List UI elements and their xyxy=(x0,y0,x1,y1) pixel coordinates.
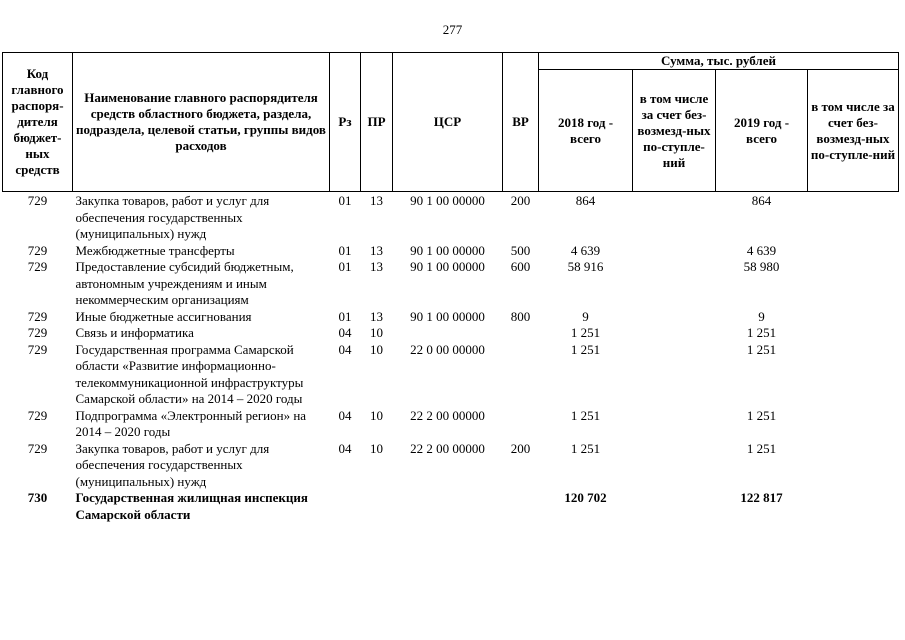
cell-name: Межбюджетные трансферты xyxy=(75,242,235,258)
table-row xyxy=(3,441,899,491)
cell-csr xyxy=(393,325,503,342)
cell-2018-gratuitous xyxy=(633,441,716,491)
cell-2019-gratuitous xyxy=(808,259,899,309)
cell-2018-gratuitous xyxy=(633,309,716,326)
header-vr: ВР xyxy=(503,53,539,192)
header-code: Код главного распоря-дителя бюджет-ных средств xyxy=(3,53,73,192)
cell-2018-total: 1 251 xyxy=(570,341,601,357)
table-header xyxy=(3,53,899,192)
header-2019-gratuitous: в том числе за счет без-возмезд-ных по-ступле-ний xyxy=(808,70,899,192)
cell-2019-total: 864 xyxy=(751,193,772,208)
cell-2019-total: 1 251 xyxy=(746,440,777,456)
cell-2019-gratuitous xyxy=(808,309,899,326)
cell-code: 729 xyxy=(27,242,48,258)
cell-vr: 500 xyxy=(510,242,531,258)
cell-2018-total: 864 xyxy=(575,193,596,208)
cell-2019-total: 1 251 xyxy=(746,325,777,340)
cell-2018-gratuitous xyxy=(633,243,716,260)
cell-csr: 90 1 00 00000 xyxy=(410,242,485,258)
cell-rz: 01 xyxy=(338,259,352,274)
cell-vr xyxy=(503,325,539,342)
cell-pr: 10 xyxy=(370,407,383,423)
cell-rz: 01 xyxy=(338,308,352,324)
table-row xyxy=(3,490,899,523)
cell-2018-gratuitous xyxy=(633,325,716,342)
cell-code: 729 xyxy=(27,325,48,340)
cell-code: 729 xyxy=(27,407,48,423)
cell-2018-gratuitous xyxy=(633,408,716,441)
cell-pr: 10 xyxy=(370,341,383,357)
header-csr: ЦСР xyxy=(393,53,503,192)
cell-2018-gratuitous xyxy=(633,192,716,243)
cell-vr xyxy=(503,408,539,441)
table-body xyxy=(3,192,899,524)
cell-code: 730 xyxy=(27,490,48,505)
header-name: Наименование главного распорядителя средств областного бюджета, раздела, подраздела, целевой статьи, группы видов расходов xyxy=(73,53,330,192)
cell-2018-total: 9 xyxy=(582,308,589,324)
cell-csr: 22 2 00 00000 xyxy=(410,440,485,456)
header-2019-total: 2019 год - всего xyxy=(716,70,808,192)
cell-pr: 10 xyxy=(370,325,383,340)
cell-name: Государственная программа Самарской области «Развитие информационно-телекоммуникационной инфраструктуры Самарской области» на 2014 – 2020 годы xyxy=(75,341,304,406)
cell-vr: 800 xyxy=(510,308,531,324)
cell-2018-total: 1 251 xyxy=(570,325,601,340)
cell-2018-total: 1 251 xyxy=(570,407,601,423)
cell-name: Государственная жилищная инспекция Самарской области xyxy=(75,490,308,522)
cell-2019-gratuitous xyxy=(808,342,899,408)
cell-csr: 90 1 00 00000 xyxy=(410,193,485,208)
cell-2018-gratuitous xyxy=(633,342,716,408)
cell-2019-total: 4 639 xyxy=(746,242,777,258)
cell-name: Подпрограмма «Электронный регион» на 2014 – 2020 годы xyxy=(75,407,307,439)
cell-2019-gratuitous xyxy=(808,490,899,523)
cell-2019-gratuitous xyxy=(808,192,899,243)
table-row xyxy=(3,243,899,260)
table-row xyxy=(3,408,899,441)
cell-2018-total: 120 702 xyxy=(564,490,607,505)
cell-2019-gratuitous xyxy=(808,325,899,342)
cell-2019-total: 9 xyxy=(758,308,765,324)
table-row xyxy=(3,309,899,326)
cell-2019-total: 1 251 xyxy=(746,407,777,423)
cell-pr xyxy=(361,490,393,523)
cell-code: 729 xyxy=(27,341,48,357)
cell-2018-total: 1 251 xyxy=(570,440,601,456)
cell-2019-total: 1 251 xyxy=(746,341,777,357)
cell-vr: 200 xyxy=(510,193,531,208)
cell-rz xyxy=(330,490,361,523)
cell-code: 729 xyxy=(27,259,48,274)
cell-rz: 04 xyxy=(338,325,352,340)
cell-2019-gratuitous xyxy=(808,408,899,441)
header-pr: ПР xyxy=(361,53,393,192)
cell-vr xyxy=(503,490,539,523)
cell-rz: 04 xyxy=(338,440,352,456)
budget-table xyxy=(2,52,899,523)
cell-rz: 01 xyxy=(338,193,352,208)
header-rz: Рз xyxy=(330,53,361,192)
header-2018-gratuitous: в том числе за счет без-возмезд-ных по-ступле-ний xyxy=(633,70,716,192)
page-number: 277 xyxy=(442,22,463,37)
cell-pr: 13 xyxy=(370,242,383,258)
cell-rz: 04 xyxy=(338,407,352,423)
cell-code: 729 xyxy=(27,308,48,324)
cell-name: Предоставление субсидий бюджетным, автономным учреждениям и иным некоммерческим организациям xyxy=(75,259,294,307)
cell-pr: 13 xyxy=(370,259,383,274)
cell-code: 729 xyxy=(27,193,48,208)
cell-vr: 200 xyxy=(510,440,531,456)
cell-csr xyxy=(393,490,503,523)
cell-csr: 22 2 00 00000 xyxy=(410,407,485,423)
cell-2019-gratuitous xyxy=(808,243,899,260)
cell-pr: 13 xyxy=(370,308,383,324)
table-row xyxy=(3,325,899,342)
cell-2019-gratuitous xyxy=(808,441,899,491)
cell-2018-total: 4 639 xyxy=(570,242,601,258)
cell-name: Закупка товаров, работ и услуг для обеспечения государственных (муниципальных) нужд xyxy=(75,440,270,489)
header-sum: Сумма, тыс. рублей xyxy=(539,53,899,70)
cell-pr: 10 xyxy=(370,440,383,456)
cell-name: Связь и информатика xyxy=(75,325,194,340)
cell-csr: 22 0 00 00000 xyxy=(410,341,485,357)
cell-2018-gratuitous xyxy=(633,259,716,309)
table-row xyxy=(3,192,899,243)
table-row xyxy=(3,342,899,408)
cell-vr: 600 xyxy=(510,259,531,274)
table-row xyxy=(3,259,899,309)
cell-name: Закупка товаров, работ и услуг для обеспечения государственных (муниципальных) нужд xyxy=(75,193,270,241)
cell-rz: 04 xyxy=(338,341,352,357)
cell-csr: 90 1 00 00000 xyxy=(410,308,485,324)
header-2018-total: 2018 год - всего xyxy=(539,70,633,192)
cell-vr xyxy=(503,342,539,408)
cell-code: 729 xyxy=(27,440,48,456)
cell-pr: 13 xyxy=(370,193,383,208)
cell-rz: 01 xyxy=(338,242,352,258)
cell-2019-total: 58 980 xyxy=(743,259,780,274)
cell-2019-total: 122 817 xyxy=(740,490,783,505)
cell-2018-total: 58 916 xyxy=(567,259,604,274)
cell-name: Иные бюджетные ассигнования xyxy=(75,308,252,324)
cell-2018-gratuitous xyxy=(633,490,716,523)
cell-csr: 90 1 00 00000 xyxy=(410,259,485,274)
